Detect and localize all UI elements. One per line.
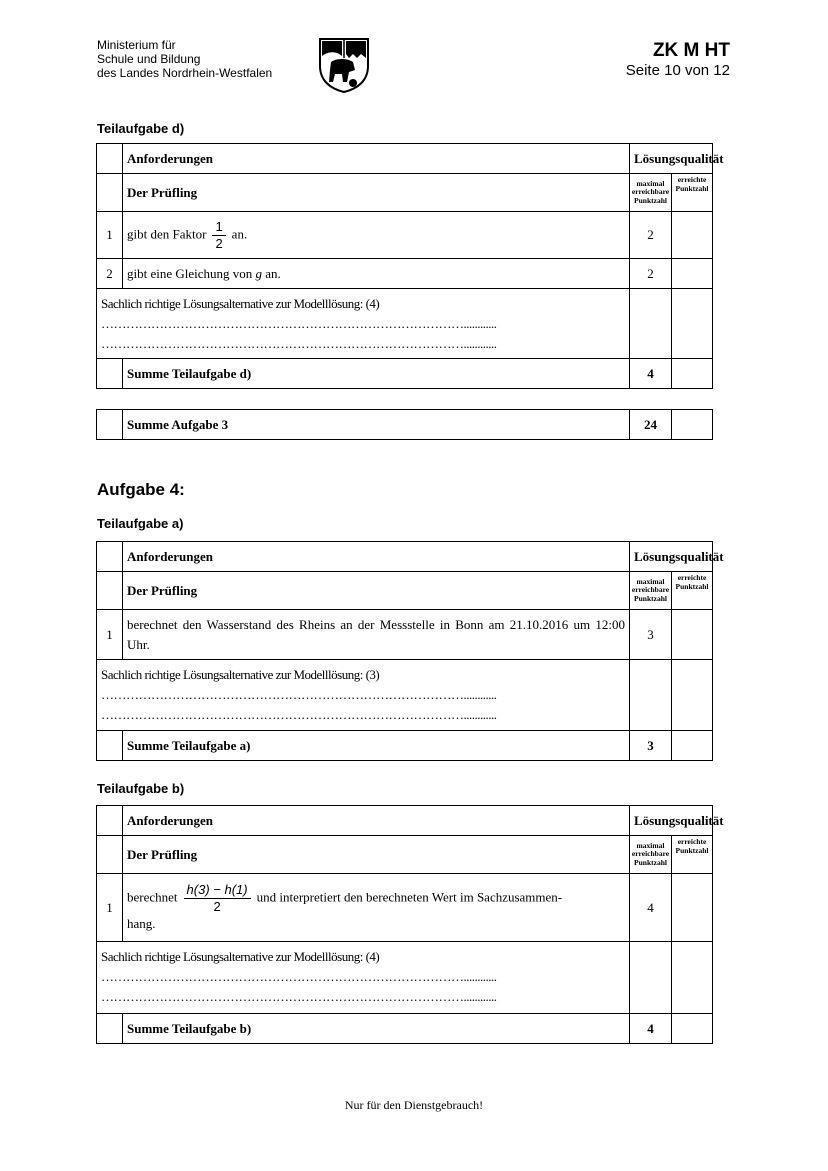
document-code-block: [626, 40, 730, 80]
heading-aufgabe-4: Aufgabe 4:: [97, 480, 185, 499]
max-points: 3: [630, 610, 672, 660]
ministry-line-2: Schule und Bildung: [97, 52, 201, 66]
requirement-text: gibt den Faktor $\frac{1}{2}$ an.: [123, 212, 630, 259]
dotted-line: ……………………………………………………………………………............: [101, 969, 497, 984]
achieved-points-cell[interactable]: [672, 874, 713, 942]
table-teilaufgabe-a: [96, 541, 724, 761]
max-points: 2: [630, 259, 672, 289]
sum-row: [97, 410, 713, 440]
dotted-line: ……………………………………………………………………………............: [101, 687, 497, 702]
fraction: $\frac{1}{2}$: [212, 219, 225, 252]
document-code: ZK M HT: [652, 40, 730, 61]
achieved-points-label: erreichte Punktzahl: [672, 836, 713, 874]
table-subheader-row: [97, 174, 713, 212]
alternative-label: Sachlich richtige Lösungsalternative zur Modelllösung: (3): [101, 667, 380, 682]
heading-teilaufgabe-b: Teilaufgabe b): [97, 781, 185, 796]
der-pruefling-label: Der Prüfling: [123, 572, 630, 610]
ministry-line-1: Ministerium für: [97, 38, 176, 52]
fraction: $\frac{h(3) - h(1)}{2}$: [184, 882, 251, 915]
dotted-line: ……………………………………………………………………………............: [101, 336, 497, 351]
loesungsqualitaet-label: Lösungsqualität: [630, 144, 713, 174]
der-pruefling-label: Der Prüfling: [123, 174, 630, 212]
alternative-row: [97, 942, 713, 1014]
anforderungen-label: Anforderungen: [123, 144, 630, 174]
sum-points: 3: [630, 731, 672, 761]
achieved-points-label: erreichte Punktzahl: [672, 572, 713, 610]
table-row: 1 berechnet den Wasserstand des Rheins an der Messstelle in Bonn am 21.10.2016 um 12:00 Uhr. 3: [97, 610, 713, 660]
achieved-points-cell[interactable]: [672, 942, 713, 1014]
dotted-line: ……………………………………………………………………………............: [101, 707, 497, 722]
nrw-coat-of-arms-icon: [317, 36, 371, 94]
table-header-row: [97, 542, 713, 572]
table-header-row: [97, 144, 713, 174]
sum-points: 4: [630, 359, 672, 389]
sum-label: Summe Teilaufgabe d): [123, 359, 630, 389]
heading-teilaufgabe-d: Teilaufgabe d): [97, 121, 185, 136]
sum-label: Summe Teilaufgabe b): [123, 1014, 630, 1044]
der-pruefling-label: Der Prüfling: [123, 836, 630, 874]
achieved-points-cell[interactable]: [672, 410, 713, 440]
max-points-label: maximal erreichbare Punktzahl: [630, 572, 672, 610]
loesungsqualitaet-label: Lösungsqualität: [630, 542, 713, 572]
sum-row: [97, 731, 713, 761]
max-points-label: maximal erreichbare Punktzahl: [630, 836, 672, 874]
achieved-points-cell[interactable]: [672, 660, 713, 731]
achieved-points-cell[interactable]: [672, 359, 713, 389]
sum-points: 24: [630, 410, 672, 440]
alternative-row: [97, 660, 713, 731]
achieved-points-cell[interactable]: [672, 731, 713, 761]
alternative-row: [97, 289, 713, 359]
achieved-points-cell[interactable]: [672, 1014, 713, 1044]
anforderungen-label: Anforderungen: [123, 542, 630, 572]
ministry-name: [97, 38, 272, 80]
dotted-line: ……………………………………………………………………………............: [101, 989, 497, 1004]
achieved-points-label: erreichte Punktzahl: [672, 174, 713, 212]
sum-label: Summe Aufgabe 3: [123, 410, 630, 440]
max-points: 4: [630, 874, 672, 942]
table-aufgabe-3-total: [96, 409, 713, 440]
achieved-points-cell[interactable]: [672, 259, 713, 289]
table-teilaufgabe-b: [96, 805, 724, 1044]
max-points: 2: [630, 212, 672, 259]
requirement-text: berechnet $\frac{h(3) - h(1)}{2}$ und interpretiert den berechneten Wert im Sachzusammen- hang.: [123, 874, 630, 942]
table-subheader-row: [97, 836, 713, 874]
dotted-line: ……………………………………………………………………………............: [101, 316, 497, 331]
achieved-points-cell[interactable]: [672, 289, 713, 359]
heading-teilaufgabe-a: Teilaufgabe a): [97, 516, 184, 531]
achieved-points-cell[interactable]: [672, 610, 713, 660]
sum-label: Summe Teilaufgabe a): [123, 731, 630, 761]
anforderungen-label: Anforderungen: [123, 806, 630, 836]
sum-row: [97, 1014, 713, 1044]
table-row: 2 gibt eine Gleichung von g an. 2: [97, 259, 713, 289]
table-row: 1 gibt den Faktor $\frac{1}{2}$ an. 2: [97, 212, 713, 259]
table-header-row: [97, 806, 713, 836]
sum-row: [97, 359, 713, 389]
footer-note: Nur für den Dienstgebrauch!: [344, 1098, 484, 1112]
page-info: Seite 10 von 12: [625, 62, 730, 79]
requirement-text: gibt eine Gleichung von g an.: [123, 259, 630, 289]
requirement-text: berechnet den Wasserstand des Rheins an der Messstelle in Bonn am 21.10.2016 um 12:00 Uhr.: [123, 610, 630, 660]
ministry-line-3: des Landes Nordrhein-Westfalen: [97, 66, 273, 80]
loesungsqualitaet-label: Lösungsqualität: [630, 806, 713, 836]
sum-points: 4: [630, 1014, 672, 1044]
table-row: 1 berechnet $\frac{h(3) - h(1)}{2}$ und interpretiert den berechneten Wert im Sachzusammen- hang. 4: [97, 874, 713, 942]
table-teilaufgabe-d: [96, 143, 724, 389]
achieved-points-cell[interactable]: [672, 212, 713, 259]
alternative-label: Sachlich richtige Lösungsalternative zur Modelllösung: (4): [101, 949, 380, 964]
alternative-label: Sachlich richtige Lösungsalternative zur Modelllösung: (4): [101, 296, 380, 311]
max-points-label: maximal erreichbare Punktzahl: [630, 174, 672, 212]
table-subheader-row: [97, 572, 713, 610]
